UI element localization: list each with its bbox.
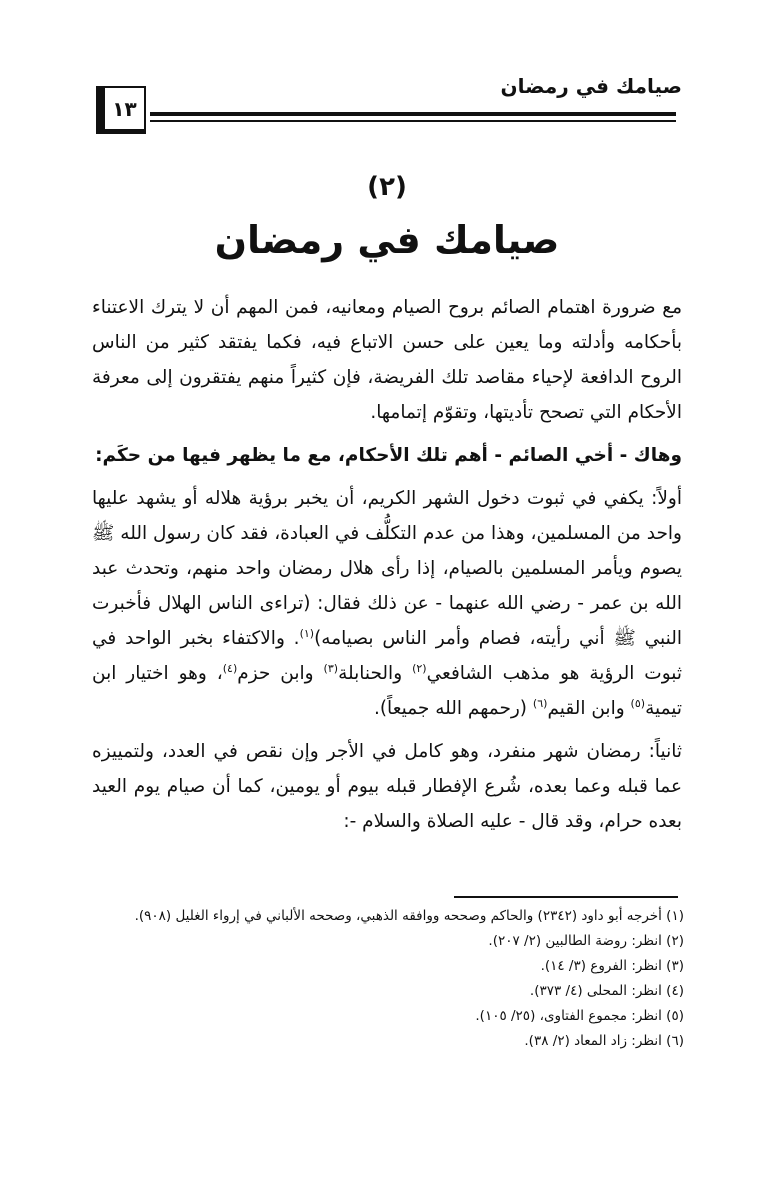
chapter-title: صيامك في رمضان [214,218,560,262]
footnote-2: (٢) انظر: روضة الطالبين (٢/ ٢٠٧). [488,933,684,949]
paragraph-first [92,481,682,726]
footnote-ref-6[interactable]: (٦) [532,696,548,710]
footnote-3: (٣) انظر: الفروع (٣/ ١٤). [540,958,684,974]
footnote-ref-5[interactable]: (٥) [630,696,646,710]
body-text [92,290,682,847]
paragraph-lead-in: وهاك - أخي الصائم - أهم تلك الأحكام، مع ما يظهر فيها من حكَم: [95,445,682,466]
paragraph-first-text: أولاً: يكفي في ثبوت دخول الشهر الكريم، أن يخبر برؤية هلاله أو يشهد عليها واحد من المسلمين، وهذا من عدم التكلُّف في العبادة، فقد كان رسول الله ﷺ يصوم ويأمر المسلمين بالصيام، إذا رأى هلال رمضان واحد منهم، وتحدث عبد الله بن عمر - رضي الله عنهما - عن ذلك فقال: (تراءى الناس الهلال فأخبرت النبي ﷺ أني رأيته، فصام وأمر الناس بصيامه) [92,488,682,649]
footnote-ref-4[interactable]: (٤) [222,661,238,675]
paragraph-second: ثانياً: رمضان شهر منفرد، وهو كامل في الأجر وإن نقص في العدد، ولتمييزه عما قبله وعما بعده، شُرع الإفطار قبله بيوم أو يومين، كما أن صيام يوم العيد بعده حرام، وقد قال - عليه الصلاة والسلام -: [92,741,682,832]
footnotes [92,904,684,1054]
footnote-ref-2[interactable]: (٢) [412,661,427,675]
paragraph-first-text: والحنابلة [338,663,413,684]
paragraph-intro: مع ضرورة اهتمام الصائم بروح الصيام ومعانيه، فمن المهم أن لا يترك الاعتناء بأحكامه وأدلته وما يعين على حسن الاتباع فيه، فكما يفتقد كثير من الناس الروح الدافعة لإحياء مقاصد تلك الفريضة، فإن كثيراً منهم يفتقرون إلى معرفة الأحكام التي تصحح تأديتها، وتقوّم إتمامها. [92,297,682,423]
running-title: صيامك في رمضان [500,74,682,98]
header-rule [150,112,676,116]
footnote-4: (٤) انظر: المحلى (٤/ ٣٧٣). [529,983,684,999]
paragraph-first-text: ، وهو اختيار ابن تيمية [92,663,682,719]
footnote-separator [454,896,678,898]
footnote-ref-3[interactable]: (٣) [323,661,339,675]
footnote-6: (٦) انظر: زاد المعاد (٢/ ٣٨). [524,1033,684,1049]
footnote-ref-1[interactable]: (١) [299,626,315,640]
page-header [0,0,774,150]
footnote-5: (٥) انظر: مجموع الفتاوى، (٢٥/ ١٠٥). [475,1008,684,1024]
chapter-number: (٢) [367,172,407,202]
footnote-1: (١) أخرجه أبو داود (٢٣٤٢) والحاكم وصححه ووافقه الذهبي، وصححه الألباني في إرواء الغليل (٩٠٨). [134,908,684,924]
header-rule-thin [150,120,676,122]
paragraph-first-text: وابن حزم [237,663,324,684]
paragraph-first-text: (رحمهم الله جميعاً). [373,698,533,719]
paragraph-first-text: . والاكتفاء بخبر الواحد في ثبوت الرؤية هو مذهب الشافعي [92,628,683,684]
page-number-box [96,86,146,134]
page-number: ١٣ [112,96,137,121]
paragraph-first-text: وابن القيم [547,698,631,719]
